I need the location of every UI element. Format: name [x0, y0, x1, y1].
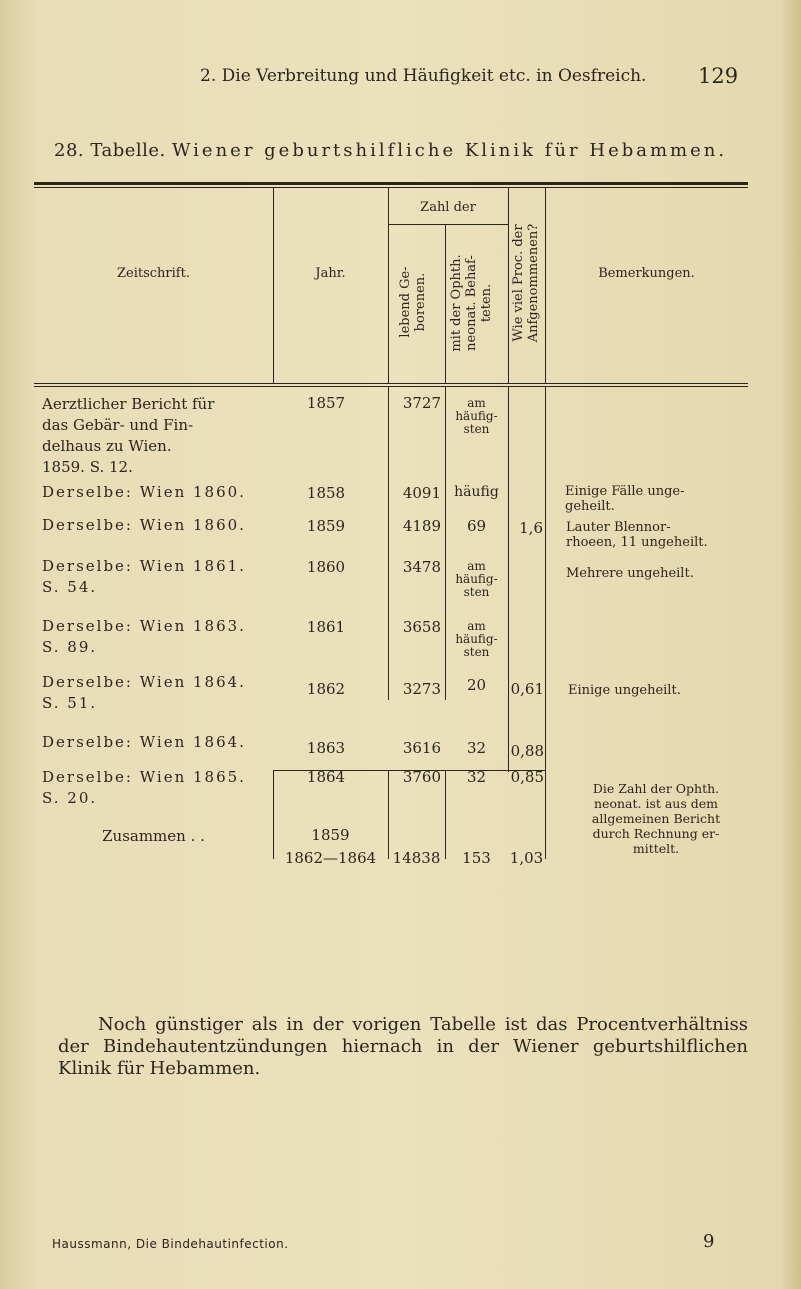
row-3-year: 1859 [306, 517, 346, 535]
row-5-ophth: am häufig- sten [455, 619, 498, 659]
row-5-source: Derselbe: Wien 1863. S. 89. [42, 617, 246, 656]
running-head [0, 66, 801, 90]
header-proc-text: Wie viel Proc. der Anfgenommenen? [511, 223, 541, 343]
table-title [54, 140, 727, 161]
row-6-proc: 0,61 [510, 680, 544, 698]
row-1-year: 1857 [306, 394, 346, 412]
row-4-ophth: am häufig- sten [455, 559, 498, 599]
table-top-rule-thin [34, 187, 748, 188]
remark-3: Mehrere ungeheilt. [566, 566, 694, 581]
row-3-born: 4189 [402, 517, 441, 535]
row-3-ophth: 69 [466, 517, 487, 535]
total-label: Zusammen . . [102, 827, 205, 845]
remark-2: Lauter Blennor- rhoeen, 11 ungeheilt. [566, 520, 708, 550]
table-caption: Wiener geburtshilfliche Klinik für Hebammen. [171, 140, 728, 161]
body-paragraph [58, 1014, 748, 1080]
header-lebend-geborenen [398, 232, 428, 372]
page-number: 129 [698, 64, 739, 88]
row-2-year: 1858 [306, 484, 346, 502]
row-7-born: 3616 [402, 739, 441, 757]
col-line-2 [388, 188, 389, 383]
body-col-line-2 [388, 387, 389, 700]
row-7-year: 1863 [306, 739, 346, 757]
row-6-source: Derselbe: Wien 1864. S. 51. [42, 673, 246, 712]
row-4-born: 3478 [402, 558, 441, 576]
body-col-line-4 [508, 387, 509, 772]
row-5-born: 3658 [402, 618, 441, 636]
row-8-proc: 0,85 [510, 768, 544, 786]
header-zahl-der: Zahl der [420, 200, 476, 215]
total-born: 14838 [392, 849, 441, 867]
row-2-source: Derselbe: Wien 1860. [42, 483, 246, 501]
header-ophth-neonat [449, 228, 494, 378]
remark-1: Einige Fälle unge- geheilt. [565, 484, 685, 514]
row-8-source: Derselbe: Wien 1865. S. 20. [42, 768, 246, 807]
row-4-year: 1860 [306, 558, 346, 576]
total-year-b: 1862—1864 [284, 849, 377, 867]
header-bottom-rule-2 [34, 386, 748, 387]
table-number: 28. Tabelle. [54, 140, 166, 161]
running-head-title: 2. Die Verbreitung und Häufigkeit etc. in Oesfreich. [200, 66, 647, 86]
col-line-5 [545, 188, 546, 383]
row-3-source: Derselbe: Wien 1860. [42, 516, 246, 534]
col-line-1 [273, 188, 274, 383]
total-col-line-1 [273, 770, 274, 859]
header-lebend-text: lebend Ge- borenen. [398, 266, 428, 338]
total-proc: 1,03 [509, 849, 544, 867]
header-bottom-rule [34, 383, 748, 384]
remark-5: Die Zahl der Ophth. neonat. ist aus dem allgemeinen Bericht durch Rechnung er- mittelt. [591, 781, 721, 856]
body-col-line-5 [545, 387, 546, 859]
row-3-proc: 1,6 [519, 519, 543, 537]
row-6-ophth: 20 [466, 676, 487, 694]
row-8-year: 1864 [306, 768, 346, 786]
row-6-born: 3273 [402, 680, 441, 698]
row-8-born: 3760 [402, 768, 441, 786]
row-1-born: 3727 [402, 394, 441, 412]
row-1-source: Aerztlicher Bericht für das Gebär- und Fin- delhaus zu Wien. 1859. S. 12. [42, 395, 215, 476]
row-7-ophth: 32 [466, 739, 487, 757]
row-1-ophth: am häufig- sten [455, 396, 498, 436]
header-jahr: Jahr. [315, 266, 346, 281]
col-line-4 [508, 188, 509, 383]
col-line-3 [445, 224, 446, 383]
total-ophth: 153 [462, 849, 491, 867]
total-year-a: 1859 [311, 826, 350, 844]
header-ophth-text: mit der Ophth. neonat. Behaf- teten. [449, 254, 494, 352]
row-6-year: 1862 [306, 680, 346, 698]
row-2-born: 4091 [402, 484, 441, 502]
row-7-proc: 0,88 [510, 742, 544, 760]
row-2-ophth: häufig [454, 484, 499, 500]
signature-mark: 9 [703, 1231, 715, 1252]
header-zeitschrift: Zeitschrift. [117, 266, 190, 281]
header-bemerkungen: Bemerkungen. [598, 266, 695, 281]
row-7-source: Derselbe: Wien 1864. [42, 733, 246, 751]
row-5-year: 1861 [306, 618, 346, 636]
paragraph-text: Noch günstiger als in der vorigen Tabelle ist das Procentverhältniss der Bindehautentzündungen hiernach in der Wiener geburtshilflichen Klinik für Hebammen. [58, 1014, 748, 1079]
footer-credit: Haussmann, Die Bindehautinfection. [52, 1237, 289, 1251]
row-8-ophth: 32 [466, 768, 487, 786]
zahl-der-underline [388, 224, 508, 225]
remark-4: Einige ungeheilt. [568, 683, 681, 698]
header-procent [511, 188, 541, 378]
table-top-rule [34, 182, 748, 185]
row-4-source: Derselbe: Wien 1861. S. 54. [42, 557, 246, 596]
